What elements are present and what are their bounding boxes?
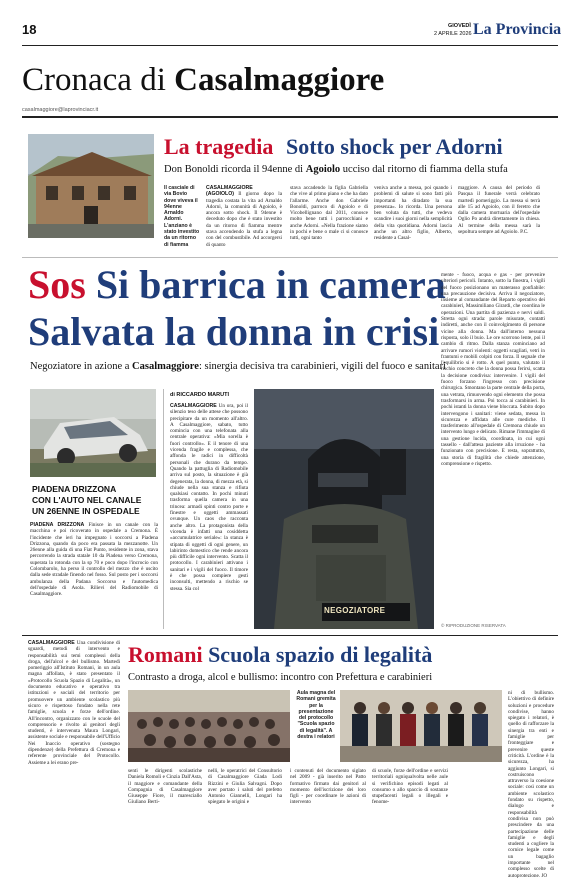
car-photo [30, 389, 156, 477]
story1-column-1 [206, 185, 282, 251]
brief-dateline: PIADENA DRIZZONA [30, 522, 85, 528]
negotiator-photo [254, 389, 434, 629]
story3-headline: Scuola spazio di legalità [208, 642, 433, 667]
story3-photo-caption: Aula magna del Romani gremita per la presentazione del protocollo "Scuola spazio di legalità". A destra i relatori [296, 690, 336, 741]
brief-title [32, 484, 141, 517]
story1-headline: Sotto shock per Adorni [286, 134, 503, 159]
story2-subhead-place: Casalmaggiore [132, 361, 199, 372]
story1-subhead-place: Agoiolo [305, 164, 341, 175]
story1-column-2: stava accadendo la figlia Gabriella che vive al primo piano e che ha dato l'allarme. Anche don Gabriele Bonoldi, parroco di Agoiolo e di Vicobellignano dal 2011, conosce molto bene tutti i parrocchiani e anche Adorni. «Nella frazione siamo in pochi e bene o male ci si conosce tutti, ogni tanto [290, 185, 368, 242]
newspaper-logo: La Provincia [473, 21, 562, 38]
issue-date: 2 APRILE 2026 [434, 31, 472, 37]
story1-subhead-pre: Don Bonoldi ricorda il 94enne di [164, 164, 304, 175]
brief-separator [163, 389, 164, 629]
section-email[interactable]: casalmaggiore@laprovinciacr.it [22, 107, 99, 113]
story2-subhead-post: : sinergia decisiva tra carabinieri, vigili del fuoco e sanitari [198, 361, 446, 372]
auditorium-photo [128, 690, 290, 762]
speakers-photo [340, 690, 502, 762]
story3-column-1 [28, 640, 120, 826]
issue-day: GIOVEDÌ [448, 23, 471, 29]
brief-body [30, 522, 158, 628]
story2-headline-line2: Salvata la donna in crisi [28, 309, 440, 354]
story3-column-4: i contenuti del documento siglato nel 2009 - già inserito nel Patto formativo firmato dai genitori al momento dell'iscrizione dei loro figli - per coordinare le azioni di intervento [290, 768, 366, 806]
section-title [22, 62, 384, 98]
story2-subhead [30, 361, 446, 372]
story2-column-1-text: Un ora, poi il silenzio teso delle attese che possono precipitare da un momento all'altro. A Casalmaggiore, sabato, tutto comincia con una telefonata alla centrale operativa: «Mia sorella è fuori controllo». E il tenore di una vicenda fragile e complessa, che affonda le radici in difficoltà personali che durano da tempo. Quando la pattuglia di Radiomobile arriva sul posto, la situazione è già degenerata, la donna, di mezza età, si chiude nella sua stanza e rifiuta qualsiasi contatto. In pochi minuti trasforma quella camera in una trincea: armadi spinti contro porte e finestre e oggetti ammassati ovunque. Un caos che racconta anche altro. La protagonista della vicenda è infatti una cosiddetta «accumulatrice seriale»: la stanza è stipata di oggetti di ogni genere, un labirinto domestico che rende ancora più difficile ogni intervento. Scatta il protocollo. I carabinieri attivano i sanitari e i vigili del fuoco. Il timore è che possa compiere gesti inconsulti, mettendo a rischio se stessa. Sia col [170, 403, 248, 592]
story2-dateline: CASALMAGGIORE [170, 403, 217, 409]
brief-title-line1: PIADENA DRIZZONA [32, 484, 117, 494]
story3-subhead: Contrasto a droga, alcol e bullismo: incontro con Prefettura e carabinieri [128, 672, 433, 683]
story1-subhead-post: ucciso dal ritorno di fiamma della stufa [342, 164, 508, 175]
story2-headline-line1 [28, 262, 446, 308]
story1-divider [22, 257, 558, 258]
story1-dateline: CASALMAGGIORE (AGOIOLO) [206, 185, 253, 198]
story2-byline: di RICCARDO MARUTI [170, 392, 229, 398]
story3-column-5: di scuole, forze dell'ordine e servizi territoriali ogniqualvolta nelle aule si verifichino episodi legati al consumo o allo spaccio di sostanze stupefacenti legali o illegali e fenome- [372, 768, 448, 806]
story1-subhead [164, 164, 508, 175]
story2-column-2: mente - fuoco, acqua e gas - per prevenire ulteriori pericoli. Intanto, sotto la finestra, i vigili del fuoco posizionano un materasso gonfiabile: una precauzione decisiva. Arriva il negoziatore, insieme al comandante del Reparto operativo dei carabinieri, Massimiliano Girardi, che coordina le operazioni. Una partita di pazienza e nervi saldi. Stretta ogni strada: parole misurate, contatti indiretti, anche con il coinvolgimento di persone vicine alla donna. Ma dall'interno nessuna risposta, solo il buio. Le ore scorrono lente, poi il cambio di ritmo. Dalla stanza cominciano ad arrivare rumori violenti: oggetti scagliati, vetri in frantumi e mobili colpiti con forza. Il segnale che l'equilibrio si è rotto. A quel punto, valutato il rischio concreto che la donna possa ferirsi, scatta la decisione condivisa: intervenire. I vigili del fuoco forzano l'ingresso con precisione chirurgica. Smontano la parte centrale della porta, una vetrata, rimuovendo ogni elemento che possa trasformarsi in arma. Poi tocca ai carabinieri. In pochi istanti la donna viene bloccata. Subito dopo intervengono i sanitari: viene sedata, messa in sicurezza e affidata alle cure mediche. Il trasferimento all'ospedale di Cremona chiude un intervento lungo e delicato. Rimane l'immagine di una gestione lucida, coordinata, in cui ogni tassello - dall'attesa paziente alla irruzione - ha funzionato con precisione. E resta, soprattutto, una storia di fragilità che chiede attenzione, comprensione e rispetto. [441, 272, 545, 467]
story3-column-2: senti le dirigenti scolastiche Daniela Romoli e Cinzia Dall'Asta, il maggiore e comandante della Compagnia di Casalmaggiore Giuseppe Fiore, il maresciallo Giuliano Berti- [128, 768, 202, 806]
negotiator-patch: NEGOZIATORE [324, 606, 386, 615]
brief-title-line2: CON L'AUTO NEL CANALE [32, 495, 142, 505]
story2-column-1 [170, 403, 248, 629]
story3-column-3: nelli, le operatrici del Consultorio di Casalmaggiore Giada Lodi Rizzini e Giulia Salvagni. Dopo aver portato i saluti del prefetto Antonio Giannelli, Longari ha spiegato le origini e [208, 768, 282, 806]
story2-kicker: Sos [28, 262, 86, 307]
section-rule [22, 116, 558, 118]
story2-subhead-pre: Negoziatore in azione a [30, 361, 130, 372]
header-rule [22, 45, 558, 46]
story1-column-4: maggiore. A causa del periodo di Pasqua il funerale verrà celebrato martedì pomeriggio. La messa si terrà alle 15 ad Agoiolo, con il feretro che dalla camera mortuaria dell'ospedale Oglio Po andrà direttamente in chiesa. Al termine della messa sarà la sepoltura sempre ad Agoiolo. P.C. [458, 185, 540, 236]
story2-copyright: © RIPRODUZIONE RISERVATA [441, 623, 506, 628]
story1-column-3: veniva anche a messa, poi quando i problemi di salute si sono fatti più importanti ha diradato la sua presenza». Io ricorda. Una persona ben voluta da tutti, che vedeva scandire i suoi giorni nella semplicità della vita quotidiana. Adorni lascia anche un altro figlio, Alberto, residente a Casal- [374, 185, 452, 242]
section-town: Casalmaggiore [174, 62, 385, 98]
brief-title-line3: UN 26ENNE IN OSPEDALE [32, 506, 140, 516]
story3-column-1-text: Una condivisione di sguardi, metodi di intervento e responsabilità sui temi complessi della droga, dell'alcol e del bullismo. Martedì pomeriggio all'Istituto Romani, in un aula magna affollata, è stato presentato il «Protocollo Scuola Spazio di Legalità», un documento educativo e operativo tra istituzioni e sociali del territorio per promuovere un ambiente scolastico più sicuro e rispettoso fondato nella rete famiglie, scuola e forze dell'ordine. All'incontro, organizzato con le scuole del comprensorio e rivolto ai genitori degli studenti, è intervenuta Maura Longari, assistente sociale e responsabile dell'Ufficio Nei Inaccio operativo (sostegno dipendenze) della Prefettura di Cremona e referente provinciale del Protocollo. Assieme a lei erano pre- [28, 640, 121, 766]
story3-title [128, 642, 432, 668]
story3-column-6: ni di bullismo. L'obiettivo di definire soluzioni e procedure condivise, hanno spiegato i relatori, è quello di rafforzare la sinergia tra enti e famiglie per fronteggiare e prevenire queste criticità. L'ordine è la sicurezza, ha aggiunto Longari, si costruiscono attraverso la coesione sociale: così come un ambiente scolastico fondato su rispetto, dialogo e responsabilità condivisa non può prescindere da una partecipazione delle famiglie e degli studenti a cogliere la cornice legale come un bagaglio importante nel complesso scelte di autoprotezione. JO [508, 690, 554, 879]
page-number: 18 [22, 22, 37, 37]
story1-column-1-text: Il giorno dopo la tragedia costata la vita ad Arnaldo Adorni, la comunità di Agoiolo, è ancora sotto shock. Il 94enne è deceduto dopo che è stato investito da un ritorno di fiamma mentre stava accendendo la stufa a legna con del combustibile. Ad accorgersi di quanto [206, 191, 282, 248]
section-prefix: Cronaca di [22, 62, 166, 98]
story2-headline: Si barrica in camera [95, 262, 446, 307]
story1-kicker: La tragedia [164, 134, 274, 159]
story3-kicker: Romani [128, 642, 203, 667]
story1-photo-caption: Il casciale di via Bovio dove viveva il 94enne Arnaldo Adorni. L'anziano è stato investito da un ritorno di fiamma [164, 185, 200, 248]
brief-body-text: Finisce in un canale con la macchina e poi ricoverato in ospedale a Cremona. È l'incidente che ieri ha impegnato i soccorsi a Piadena Drizzona, quando da poco era passata la mezzanotte. Un 26enne alla guida di una Fiat Punto, residente in zona, stava percorrendo la strada statale 10 da Piadena verso Cremona, superata la rotonda con la sp 70 e poco dopo l'incrocio con Colombarolo, ha perso il controllo del mezzo che è uscito dalla sede stradale finendo nel fosso. Sul posto per i soccorsi ambulanza della Padana Soccorso e l'automedica dell'ospedale di Asola. Rilievi del Radiomobile di Casalmaggiore. [30, 522, 158, 598]
story2-bottom-rule [22, 635, 558, 636]
story3-column-6-upper [456, 768, 502, 826]
farmhouse-photo [28, 134, 154, 238]
story3-dateline: CASALMAGGIORE [28, 640, 75, 646]
